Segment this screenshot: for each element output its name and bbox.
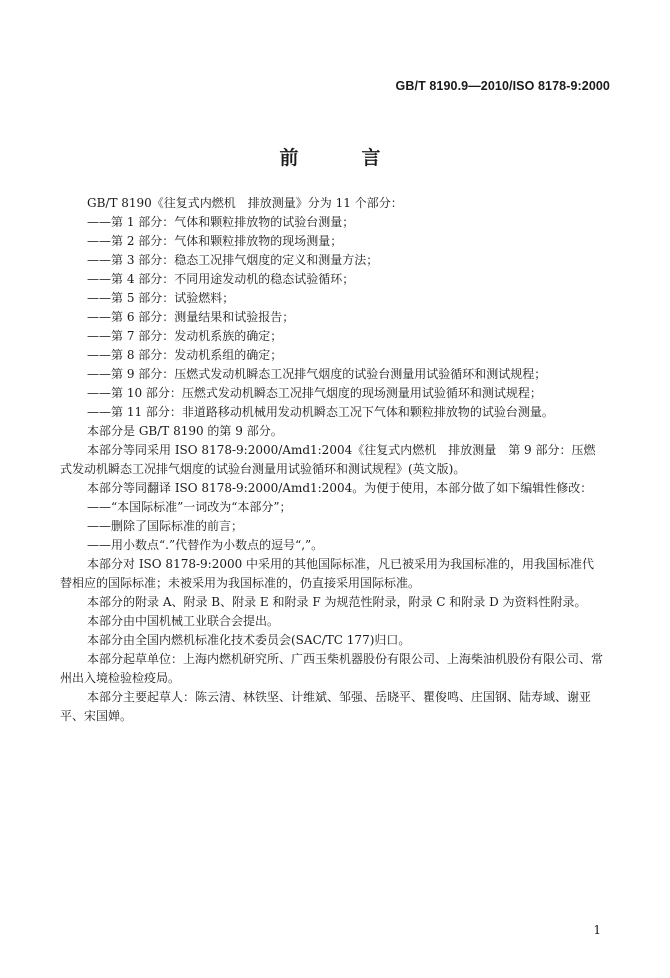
paragraph-adoption: 本部分等同采用 ISO 8178-9:2000/Amd1:2004《往复式内燃机 排放测量 第 9 部分：压燃式发动机瞬态工况排气烟度的试验台测量用试验循环和测试规程》(英文版)。 [60, 443, 596, 476]
list-item-edit-1: ——“本国际标准”一词改为“本部分”； [87, 500, 292, 514]
paragraph-referenced-standards: 本部分对 ISO 8178-9:2000 中采用的其他国际标准，凡已被采用为我国标准的，用我国标准代替相应的国际标准；未被采用为我国标准的，仍直接采用国际标准。 [60, 557, 595, 590]
paragraph-translation: 本部分等同翻译 ISO 8178-9:2000/Amd1:2004。为便于使用，本部分做了如下编辑性修改： [87, 481, 593, 495]
paragraph-part-statement: 本部分是 GB/T 8190 的第 9 部分。 [87, 424, 283, 438]
list-item-part-3: ——第 3 部分：稳态工况排气烟度的定义和测量方法； [87, 253, 379, 267]
list-item-part-9: ——第 9 部分：压燃式发动机瞬态工况排气烟度的试验台测量用试验循环和测试规程； [87, 367, 547, 381]
list-item-part-1: ——第 1 部分：气体和颗粒排放物的试验台测量； [87, 215, 355, 229]
foreword-body [60, 194, 607, 726]
paragraph-annexes: 本部分的附录 A、附录 B、附录 E 和附录 F 为规范性附录，附录 C 和附录 D 为资料性附录。 [87, 595, 587, 609]
list-item-part-2: ——第 2 部分：气体和颗粒排放物的现场测量； [87, 234, 343, 248]
page-title: 前 言 [279, 147, 403, 169]
paragraph-intro: GB/T 8190《往复式内燃机 排放测量》分为 11 个部分： [87, 196, 403, 210]
standard-number: GB/T 8190.9—2010/ISO 8178-9:2000 [395, 79, 610, 93]
list-item-part-11: ——第 11 部分：非道路移动机械用发动机瞬态工况下气体和颗粒排放物的试验台测量。 [87, 405, 554, 419]
list-item-edit-3: ——用小数点“.”代替作为小数点的逗号“,”。 [87, 538, 324, 552]
page-number: 1 [593, 923, 601, 937]
list-item-part-6: ——第 6 部分：测量结果和试验报告； [87, 310, 295, 324]
paragraph-proposed-by: 本部分由中国机械工业联合会提出。 [87, 614, 280, 628]
list-item-edit-2: ——删除了国际标准的前言； [87, 519, 244, 533]
paragraph-administered-by: 本部分由全国内燃机标准化技术委员会(SAC/TC 177)归口。 [87, 633, 411, 647]
list-item-part-10: ——第 10 部分：压燃式发动机瞬态工况排气烟度的现场测量用试验循环和测试规程； [87, 386, 542, 400]
list-item-part-8: ——第 8 部分：发动机系组的确定； [87, 348, 283, 362]
list-item-part-7: ——第 7 部分：发动机系族的确定； [87, 329, 283, 343]
list-item-part-4: ——第 4 部分：不同用途发动机的稳态试验循环； [87, 272, 355, 286]
list-item-part-5: ——第 5 部分：试验燃料； [87, 291, 235, 305]
paragraph-drafting-units: 本部分起草单位：上海内燃机研究所、广西玉柴机器股份有限公司、上海柴油机股份有限公司、常州出入境检验检疫局。 [60, 652, 604, 685]
paragraph-drafters: 本部分主要起草人：陈云清、林铁坚、计维斌、邹强、岳晓平、瞿俊鸣、庄国钢、陆寿域、谢亚平、宋国婵。 [60, 690, 592, 723]
